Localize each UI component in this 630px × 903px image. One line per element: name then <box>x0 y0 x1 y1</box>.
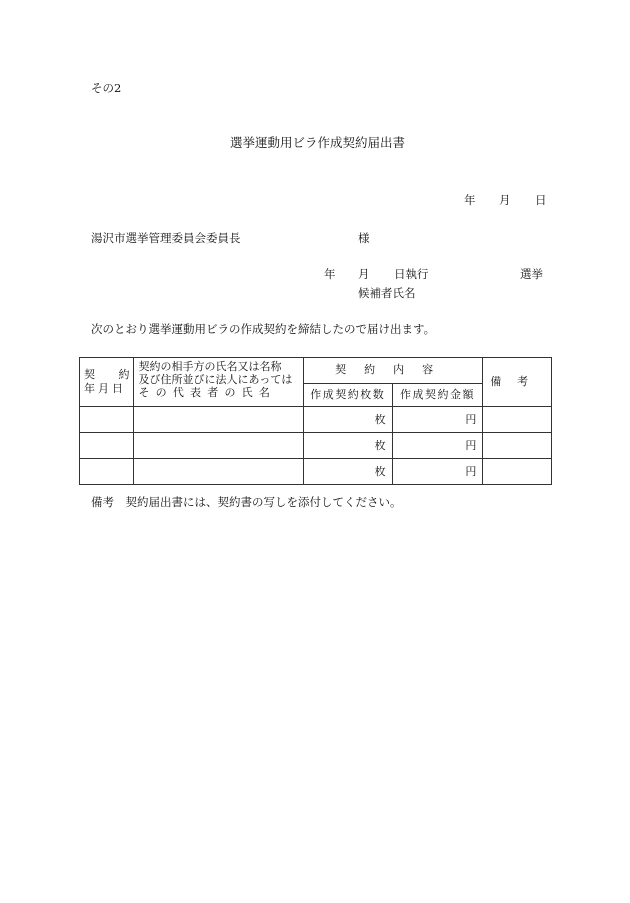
contract-table <box>79 357 552 485</box>
contract-date-header-a: 契 <box>84 368 95 381</box>
table-row <box>80 407 552 433</box>
party-cell <box>134 407 303 433</box>
date-cell <box>80 407 134 433</box>
table-row <box>80 433 552 459</box>
candidate-name-label: 候補者氏名 <box>358 286 416 300</box>
party-header-line2: 及び住所並びに法人にあっては <box>138 373 293 386</box>
date-year-label: 年 <box>464 193 476 207</box>
election-day-exec-label: 日執行 <box>394 267 429 281</box>
amount-cell: 円 <box>392 407 483 433</box>
count-cell: 枚 <box>303 433 392 459</box>
date-cell <box>80 433 134 459</box>
document-title: 選挙運動用ビラ作成契約届出書 <box>230 135 406 150</box>
date-month-label: 月 <box>499 193 511 207</box>
party-cell <box>134 433 303 459</box>
party-cell <box>134 459 303 485</box>
election-month-label: 月 <box>358 267 370 281</box>
intro-text: 次のとおり選挙運動用ビラの作成契約を締結したので届け出ます。 <box>91 322 436 336</box>
election-label: 選挙 <box>520 267 543 281</box>
party-header <box>134 358 303 407</box>
count-cell: 枚 <box>303 407 392 433</box>
date-day-label: 日 <box>535 193 547 207</box>
amount-cell: 円 <box>392 433 483 459</box>
party-header-line1: 契約の相手方の氏名又は名称 <box>138 360 282 373</box>
addressee: 湯沢市選挙管理委員会委員長 <box>91 231 241 245</box>
contract-date-header-c: 年月日 <box>84 382 126 395</box>
honorific: 様 <box>358 231 370 245</box>
form-number: その2 <box>91 81 122 95</box>
party-header-line3: その代表者の氏名 <box>138 386 277 399</box>
table-row <box>80 459 552 485</box>
remarks-text: 備考 契約届出書には、契約書の写しを添付してください。 <box>91 495 402 509</box>
count-header: 作成契約枚数 <box>303 383 392 406</box>
amount-header: 作成契約金額 <box>392 383 483 406</box>
contract-date-header <box>80 358 134 407</box>
election-year-label: 年 <box>324 267 336 281</box>
notes-cell <box>483 433 552 459</box>
notes-cell <box>483 459 552 485</box>
count-cell: 枚 <box>303 459 392 485</box>
contract-date-header-b: 約 <box>118 368 130 381</box>
amount-cell: 円 <box>392 459 483 485</box>
notes-header: 備考 <box>483 358 552 407</box>
date-cell <box>80 459 134 485</box>
contract-content-header: 契約内容 <box>303 358 483 384</box>
notes-cell <box>483 407 552 433</box>
